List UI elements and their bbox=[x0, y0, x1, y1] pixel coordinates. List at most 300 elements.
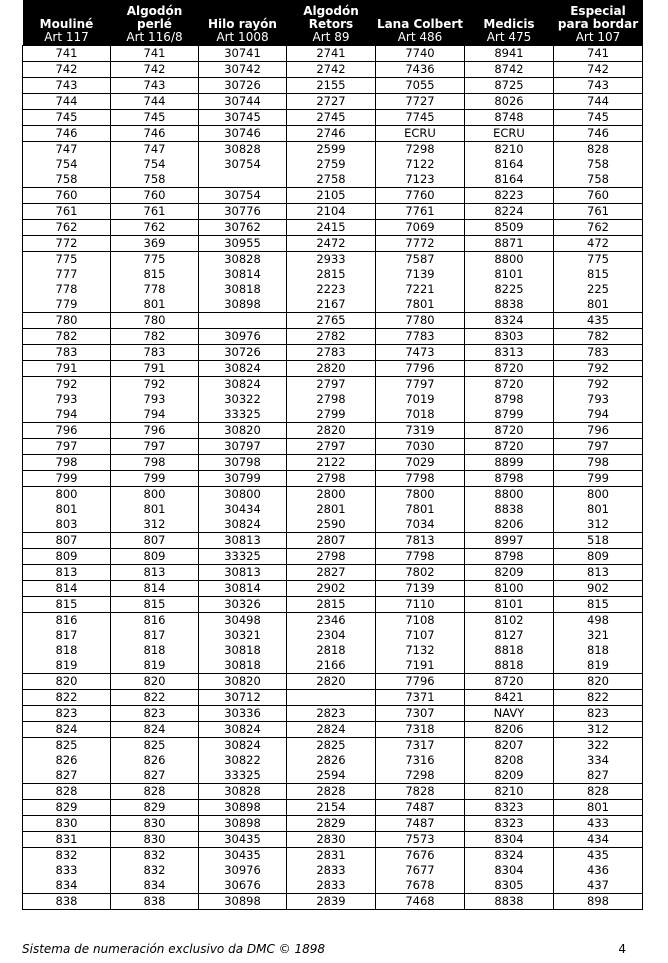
table-cell: 760 bbox=[554, 188, 643, 204]
table-cell: 2829 bbox=[287, 816, 376, 832]
table-cell: 7110 bbox=[376, 597, 465, 613]
table-cell: 830 bbox=[23, 816, 111, 832]
table-cell: 809 bbox=[111, 549, 199, 565]
table-cell: 7019 bbox=[376, 392, 465, 407]
table-cell: 30435 bbox=[199, 832, 287, 848]
table-row bbox=[23, 722, 643, 738]
table-row bbox=[23, 738, 643, 754]
table-cell: 30813 bbox=[199, 565, 287, 581]
table-cell: 779 bbox=[23, 297, 111, 313]
table-row bbox=[23, 455, 643, 471]
table-cell: 30800 bbox=[199, 487, 287, 503]
column-article: Art 1008 bbox=[216, 30, 269, 44]
table-cell: 7797 bbox=[376, 377, 465, 393]
table-cell: 822 bbox=[23, 690, 111, 706]
table-cell: 758 bbox=[111, 172, 199, 188]
table-cell: 818 bbox=[23, 643, 111, 658]
table-cell: 813 bbox=[23, 565, 111, 581]
table-row bbox=[23, 236, 643, 252]
table-cell: 797 bbox=[23, 439, 111, 455]
table-cell: 30742 bbox=[199, 62, 287, 78]
table-cell: 823 bbox=[23, 706, 111, 722]
table-cell: 8725 bbox=[465, 78, 554, 94]
table-row bbox=[23, 613, 643, 629]
table-cell: 7801 bbox=[376, 502, 465, 517]
table-cell: 2745 bbox=[287, 110, 376, 126]
table-row bbox=[23, 784, 643, 800]
table-cell: 30744 bbox=[199, 94, 287, 110]
table-cell: 7318 bbox=[376, 722, 465, 738]
table-cell: 815 bbox=[111, 267, 199, 282]
table-cell: 30822 bbox=[199, 753, 287, 768]
table-cell: 7317 bbox=[376, 738, 465, 754]
table-row bbox=[23, 643, 643, 658]
table-cell: 818 bbox=[111, 643, 199, 658]
column-title: Lana Colbert bbox=[376, 17, 464, 31]
table-cell: 782 bbox=[554, 329, 643, 345]
table-cell: 8206 bbox=[465, 517, 554, 533]
table-row bbox=[23, 377, 643, 393]
table-row bbox=[23, 345, 643, 361]
table-cell: 30741 bbox=[199, 46, 287, 62]
column-article: Art 107 bbox=[575, 30, 621, 44]
footer-note: Sistema de numeración exclusivo da DMC © 1898 bbox=[22, 942, 326, 956]
table-cell: 762 bbox=[554, 220, 643, 236]
table-cell: 30898 bbox=[199, 297, 287, 313]
table-row bbox=[23, 597, 643, 613]
table-cell: 30336 bbox=[199, 706, 287, 722]
table-row bbox=[23, 313, 643, 329]
column-article: Art 486 bbox=[397, 30, 443, 44]
table-cell: 2825 bbox=[287, 738, 376, 754]
table-cell: 807 bbox=[23, 533, 111, 549]
table-cell: 7796 bbox=[376, 361, 465, 377]
table-cell: 30776 bbox=[199, 204, 287, 220]
table-row bbox=[23, 297, 643, 313]
table-cell: 8304 bbox=[465, 863, 554, 878]
table-cell: 796 bbox=[111, 423, 199, 439]
table-cell: 815 bbox=[554, 597, 643, 613]
table-cell: 437 bbox=[554, 878, 643, 894]
table-cell: 472 bbox=[554, 236, 643, 252]
table-cell: 819 bbox=[554, 658, 643, 674]
page-number: 4 bbox=[618, 942, 626, 956]
table-cell: 2798 bbox=[287, 392, 376, 407]
table-cell: 823 bbox=[554, 706, 643, 722]
table-cell: 7123 bbox=[376, 172, 465, 188]
table-cell: 761 bbox=[23, 204, 111, 220]
table-cell: 7468 bbox=[376, 894, 465, 910]
table-cell: 7307 bbox=[376, 706, 465, 722]
table-cell: 828 bbox=[554, 142, 643, 158]
table-cell: 797 bbox=[554, 439, 643, 455]
table-cell: 8206 bbox=[465, 722, 554, 738]
table-cell: 792 bbox=[554, 377, 643, 393]
table-cell: 800 bbox=[23, 487, 111, 503]
table-cell: 2759 bbox=[287, 157, 376, 172]
table-cell: 7018 bbox=[376, 407, 465, 423]
table-cell: 33325 bbox=[199, 768, 287, 784]
column-title: Algodón perlé bbox=[126, 4, 183, 31]
table-cell: 312 bbox=[554, 722, 643, 738]
table-cell: 7745 bbox=[376, 110, 465, 126]
table-cell: 8899 bbox=[465, 455, 554, 471]
table-cell: 827 bbox=[23, 768, 111, 784]
table-cell: 780 bbox=[111, 313, 199, 329]
table-cell: 7780 bbox=[376, 313, 465, 329]
table-cell: 2830 bbox=[287, 832, 376, 848]
table-cell: 2590 bbox=[287, 517, 376, 533]
table-cell: 2815 bbox=[287, 267, 376, 282]
table-cell: 30824 bbox=[199, 738, 287, 754]
table-cell: 775 bbox=[23, 252, 111, 268]
column-title: Especial para bordar bbox=[557, 4, 639, 31]
table-cell: 30814 bbox=[199, 581, 287, 597]
table-cell: 746 bbox=[23, 126, 111, 142]
table-cell: 30726 bbox=[199, 345, 287, 361]
table-cell: 832 bbox=[23, 848, 111, 864]
table-cell: 793 bbox=[23, 392, 111, 407]
table-cell: 822 bbox=[554, 690, 643, 706]
table-cell: 828 bbox=[23, 784, 111, 800]
table-cell: 2346 bbox=[287, 613, 376, 629]
table-cell: 801 bbox=[554, 800, 643, 816]
table-cell bbox=[287, 690, 376, 706]
table-cell: 30754 bbox=[199, 157, 287, 172]
table-cell: 902 bbox=[554, 581, 643, 597]
table-cell: 8223 bbox=[465, 188, 554, 204]
table-cell: 816 bbox=[111, 613, 199, 629]
table-cell: 8838 bbox=[465, 502, 554, 517]
table-cell: 778 bbox=[23, 282, 111, 297]
table-row bbox=[23, 407, 643, 423]
table-cell: 2167 bbox=[287, 297, 376, 313]
table-cell: 7108 bbox=[376, 613, 465, 629]
table-cell: 8871 bbox=[465, 236, 554, 252]
table-cell: 807 bbox=[111, 533, 199, 549]
table-cell: 744 bbox=[23, 94, 111, 110]
table-body bbox=[23, 46, 643, 910]
table-row bbox=[23, 172, 643, 188]
table-cell: 8208 bbox=[465, 753, 554, 768]
table-cell: 30799 bbox=[199, 471, 287, 487]
table-row bbox=[23, 62, 643, 78]
table-cell: 30828 bbox=[199, 252, 287, 268]
table-cell: 8164 bbox=[465, 157, 554, 172]
table-cell: 30745 bbox=[199, 110, 287, 126]
table-cell: 30824 bbox=[199, 517, 287, 533]
table-row bbox=[23, 517, 643, 533]
table-cell: 225 bbox=[554, 282, 643, 297]
table-cell: 743 bbox=[23, 78, 111, 94]
table-cell: 801 bbox=[554, 297, 643, 313]
table-cell: 815 bbox=[111, 597, 199, 613]
table-cell: 742 bbox=[23, 62, 111, 78]
table-cell: 761 bbox=[111, 204, 199, 220]
table-cell: 801 bbox=[554, 502, 643, 517]
table-cell: 30824 bbox=[199, 361, 287, 377]
table-cell: 813 bbox=[111, 565, 199, 581]
table-cell: 7796 bbox=[376, 674, 465, 690]
table-cell: 30326 bbox=[199, 597, 287, 613]
table-cell: 2833 bbox=[287, 878, 376, 894]
table-cell: 741 bbox=[23, 46, 111, 62]
table-cell: 747 bbox=[23, 142, 111, 158]
table-cell: 30818 bbox=[199, 282, 287, 297]
table-cell: 746 bbox=[111, 126, 199, 142]
table-cell: ECRU bbox=[465, 126, 554, 142]
table-cell: 2828 bbox=[287, 784, 376, 800]
table-cell: 7760 bbox=[376, 188, 465, 204]
table-row bbox=[23, 549, 643, 565]
table-cell: 818 bbox=[554, 643, 643, 658]
table-cell: 7676 bbox=[376, 848, 465, 864]
table-cell: 2902 bbox=[287, 581, 376, 597]
table-cell: 758 bbox=[23, 172, 111, 188]
table-cell: 745 bbox=[23, 110, 111, 126]
table-cell: 2746 bbox=[287, 126, 376, 142]
table-cell: 8324 bbox=[465, 848, 554, 864]
table-cell: 8997 bbox=[465, 533, 554, 549]
table-cell: 8210 bbox=[465, 142, 554, 158]
table-cell: 8164 bbox=[465, 172, 554, 188]
table-cell: 30818 bbox=[199, 643, 287, 658]
table-cell: 8304 bbox=[465, 832, 554, 848]
table-cell: 8210 bbox=[465, 784, 554, 800]
table-cell: 30754 bbox=[199, 188, 287, 204]
table-cell: 8818 bbox=[465, 658, 554, 674]
table-cell: 7221 bbox=[376, 282, 465, 297]
table-cell: 30955 bbox=[199, 236, 287, 252]
table-cell: 792 bbox=[554, 361, 643, 377]
table-cell: 830 bbox=[111, 832, 199, 848]
table-cell: 2122 bbox=[287, 455, 376, 471]
column-header bbox=[376, 0, 465, 46]
table-cell: ECRU bbox=[376, 126, 465, 142]
table-cell: 8720 bbox=[465, 377, 554, 393]
table-cell: 758 bbox=[554, 172, 643, 188]
table-cell: 2415 bbox=[287, 220, 376, 236]
table-cell: 7069 bbox=[376, 220, 465, 236]
table-cell: 8798 bbox=[465, 471, 554, 487]
table-header-row bbox=[23, 0, 643, 46]
conversion-table bbox=[22, 0, 643, 910]
table-cell: 8800 bbox=[465, 252, 554, 268]
table-cell: 8303 bbox=[465, 329, 554, 345]
table-cell: 815 bbox=[23, 597, 111, 613]
table-cell: 783 bbox=[111, 345, 199, 361]
table-cell: 2758 bbox=[287, 172, 376, 188]
table-cell: 2801 bbox=[287, 502, 376, 517]
table-row bbox=[23, 439, 643, 455]
table-cell: 334 bbox=[554, 753, 643, 768]
column-header bbox=[23, 0, 111, 46]
table-cell: 743 bbox=[111, 78, 199, 94]
table-row bbox=[23, 565, 643, 581]
column-title: Mouliné bbox=[39, 17, 94, 31]
table-cell: 745 bbox=[554, 110, 643, 126]
table-cell: 7298 bbox=[376, 142, 465, 158]
table-row bbox=[23, 157, 643, 172]
column-header bbox=[465, 0, 554, 46]
table-cell: 2765 bbox=[287, 313, 376, 329]
table-row bbox=[23, 423, 643, 439]
table-cell: 2798 bbox=[287, 549, 376, 565]
table-cell: 33325 bbox=[199, 549, 287, 565]
table-cell: 809 bbox=[554, 549, 643, 565]
table-cell: 2594 bbox=[287, 768, 376, 784]
table-cell: 8225 bbox=[465, 282, 554, 297]
column-title: Algodón Retors bbox=[303, 4, 359, 31]
table-cell: 813 bbox=[554, 565, 643, 581]
table-cell: 809 bbox=[23, 549, 111, 565]
table-cell: 794 bbox=[554, 407, 643, 423]
table-cell: 828 bbox=[111, 784, 199, 800]
table-cell: 30322 bbox=[199, 392, 287, 407]
table-row bbox=[23, 46, 643, 62]
table-cell: 8748 bbox=[465, 110, 554, 126]
table-cell: 775 bbox=[111, 252, 199, 268]
table-cell: 8720 bbox=[465, 674, 554, 690]
table-cell: 2820 bbox=[287, 361, 376, 377]
table-cell: 817 bbox=[23, 628, 111, 643]
table-cell: 2824 bbox=[287, 722, 376, 738]
table-cell: 7573 bbox=[376, 832, 465, 848]
column-header bbox=[111, 0, 199, 46]
table-cell: 30824 bbox=[199, 722, 287, 738]
table-cell: 2820 bbox=[287, 423, 376, 439]
table-cell: 436 bbox=[554, 863, 643, 878]
table-cell: 822 bbox=[111, 690, 199, 706]
table-cell: 783 bbox=[554, 345, 643, 361]
table-cell: 762 bbox=[111, 220, 199, 236]
table-cell: 8941 bbox=[465, 46, 554, 62]
table-cell: 2815 bbox=[287, 597, 376, 613]
table-cell: 801 bbox=[111, 297, 199, 313]
table-cell: 8798 bbox=[465, 392, 554, 407]
table-cell: 830 bbox=[111, 816, 199, 832]
table-row bbox=[23, 581, 643, 597]
table-cell: 794 bbox=[23, 407, 111, 423]
table-cell: 761 bbox=[554, 204, 643, 220]
table-row bbox=[23, 816, 643, 832]
table-cell: 2599 bbox=[287, 142, 376, 158]
table-cell: 433 bbox=[554, 816, 643, 832]
table-cell: 7436 bbox=[376, 62, 465, 78]
table-cell: 792 bbox=[23, 377, 111, 393]
table-cell: 7798 bbox=[376, 549, 465, 565]
table-cell: 2105 bbox=[287, 188, 376, 204]
table-row bbox=[23, 329, 643, 345]
column-article: Art 475 bbox=[486, 30, 532, 44]
table-cell: 793 bbox=[554, 392, 643, 407]
table-row bbox=[23, 690, 643, 706]
table-cell: 782 bbox=[23, 329, 111, 345]
table-cell: 746 bbox=[554, 126, 643, 142]
table-row bbox=[23, 753, 643, 768]
table-cell: 2166 bbox=[287, 658, 376, 674]
table-cell: 8742 bbox=[465, 62, 554, 78]
table-row bbox=[23, 502, 643, 517]
table-cell: 8100 bbox=[465, 581, 554, 597]
table-cell: 827 bbox=[111, 768, 199, 784]
table-cell: 7798 bbox=[376, 471, 465, 487]
table-cell: 2104 bbox=[287, 204, 376, 220]
table-row bbox=[23, 768, 643, 784]
column-header bbox=[199, 0, 287, 46]
table-cell: 8224 bbox=[465, 204, 554, 220]
table-cell: 8798 bbox=[465, 549, 554, 565]
table-cell: 817 bbox=[111, 628, 199, 643]
table-cell: 8209 bbox=[465, 565, 554, 581]
table-cell: 8799 bbox=[465, 407, 554, 423]
table-cell: 312 bbox=[554, 517, 643, 533]
table-cell: 814 bbox=[111, 581, 199, 597]
table-row bbox=[23, 706, 643, 722]
table-cell: 833 bbox=[23, 863, 111, 878]
table-cell: 796 bbox=[23, 423, 111, 439]
table-cell: 8818 bbox=[465, 643, 554, 658]
column-article: Art 117 bbox=[44, 30, 89, 44]
table-row bbox=[23, 78, 643, 94]
table-cell: 2799 bbox=[287, 407, 376, 423]
table-cell: 8207 bbox=[465, 738, 554, 754]
table-row bbox=[23, 282, 643, 297]
table-cell: 799 bbox=[554, 471, 643, 487]
table-cell: 30898 bbox=[199, 894, 287, 910]
table-cell: 30746 bbox=[199, 126, 287, 142]
table-cell: 801 bbox=[23, 502, 111, 517]
table-cell: 741 bbox=[554, 46, 643, 62]
table-cell: 2783 bbox=[287, 345, 376, 361]
table-cell: 8305 bbox=[465, 878, 554, 894]
table-cell: 7813 bbox=[376, 533, 465, 549]
table-row bbox=[23, 878, 643, 894]
table-cell: 744 bbox=[111, 94, 199, 110]
table-row bbox=[23, 110, 643, 126]
table-cell: 2831 bbox=[287, 848, 376, 864]
table-cell: 2798 bbox=[287, 471, 376, 487]
table-cell: 824 bbox=[111, 722, 199, 738]
table-cell: 832 bbox=[111, 848, 199, 864]
table-cell: 30828 bbox=[199, 784, 287, 800]
table-row bbox=[23, 361, 643, 377]
table-row bbox=[23, 267, 643, 282]
table-cell: 8838 bbox=[465, 894, 554, 910]
table-cell: 7801 bbox=[376, 297, 465, 313]
table-cell: 760 bbox=[111, 188, 199, 204]
table-cell: 798 bbox=[554, 455, 643, 471]
table-cell: 829 bbox=[23, 800, 111, 816]
table-cell: 816 bbox=[23, 613, 111, 629]
table-cell: 7034 bbox=[376, 517, 465, 533]
table-cell: 8838 bbox=[465, 297, 554, 313]
table-cell: 7316 bbox=[376, 753, 465, 768]
column-header bbox=[287, 0, 376, 46]
table-cell: 7371 bbox=[376, 690, 465, 706]
table-cell: 2833 bbox=[287, 863, 376, 878]
table-cell: 2782 bbox=[287, 329, 376, 345]
table-cell: 2820 bbox=[287, 674, 376, 690]
table-cell: 30824 bbox=[199, 377, 287, 393]
table-row bbox=[23, 848, 643, 864]
table-cell: 797 bbox=[111, 439, 199, 455]
table-cell: 772 bbox=[23, 236, 111, 252]
table-cell: 312 bbox=[111, 517, 199, 533]
table-cell: 827 bbox=[554, 768, 643, 784]
table-row bbox=[23, 533, 643, 549]
table-cell: 798 bbox=[111, 455, 199, 471]
